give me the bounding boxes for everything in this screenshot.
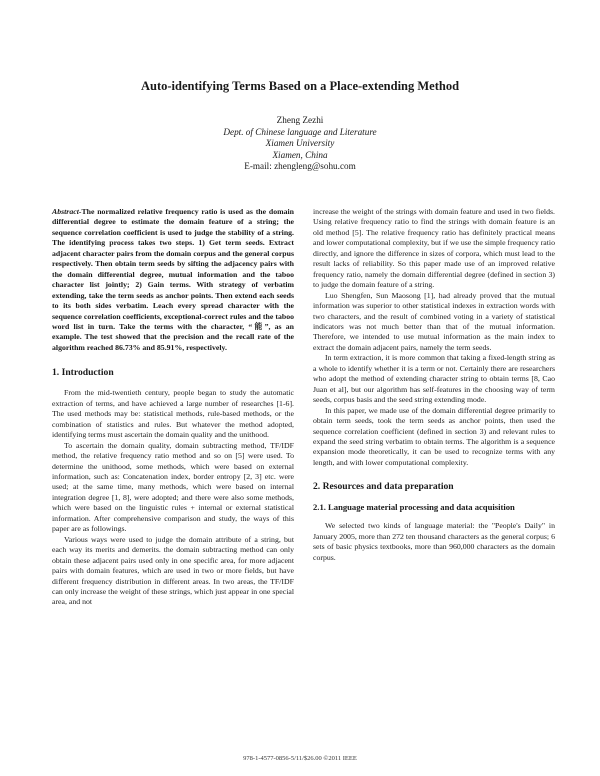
section-2-heading: 2. Resources and data preparation: [313, 481, 454, 493]
intro-paragraph-3: Various ways were used to judge the domain attribute of a string, but each way its merits and demerits. the domain subtracting method can only obtain these adjacent pairs used only in one specific area, for more adjacent pairs with domain features, which are used in two or more fields, but have different frequency distribution in different areas. In two areas, the TF/IDF can only increase the weight of these strings, which just appear in one special area, and not: [52, 534, 294, 607]
intro-paragraph-6: In term extraction, it is more common that taking a fixed-length string as a whole to identify whether it is a term or not. Certainly there are researchers who adopt the method of extending character string to obtain terms [8, Cao Juan et al], but our algorithm has self-features in the choosing way of term seeds, corpus basis and the seed string extending mode.: [313, 353, 555, 405]
right-column: [313, 207, 555, 563]
section-2-1-heading: 2.1. Language material processing and data acquisition: [313, 502, 515, 513]
author-affiliation: Dept. of Chinese language and Literature: [223, 126, 377, 137]
intro-paragraph-5: Luo Shengfen, Sun Maosong [1], had already proved that the mutual information was superior to other statistical indexes in extraction words with two characters, and the result of combined voting in a variety of statistical indicators was not much better than that of the mutual information. Therefore, we intended to use mutual information as the main index to extract the domain adjacent pairs, namely the term seeds.: [313, 290, 555, 352]
left-column: [52, 207, 294, 608]
section-2-1-paragraph: We selected two kinds of language material: the "People's Daily" in January 2005, more than 272 ten thousand characters as the general corpus; 6 sets of basic physics textbooks, more than 960,000 characters as the domain corpus.: [313, 521, 555, 562]
paper-title: Auto-identifying Terms Based on a Place-extending Method: [140, 79, 460, 93]
section-1-heading: 1. Introduction: [52, 367, 114, 379]
copyright-footer: 978-1-4577-0856-5/11/$26.00 ©2011 IEEE: [243, 755, 357, 762]
abstract-lead: Abstract-: [52, 207, 82, 216]
author-location: Xiamen, China: [272, 149, 328, 160]
intro-paragraph-4: increase the weight of the strings with domain feature and used in two fields. Using relative frequency ratio to find the strings with domain feature is an old method [5]. The relative frequency ratio has definitely practical means and lower computational complexity, but if we use the simple frequency ratio directly, and ignore the difference in sizes of corpora, which must lead to the result lacks of reliability. So this paper made use of an improved relative frequency ratio, namely the domain differential degree (defined in section 3) to judge the domain feature of a string.: [313, 207, 555, 290]
author-block: [0, 115, 600, 173]
author-email: E-mail: zhengleng@sohu.com: [244, 161, 356, 172]
abstract: [52, 207, 294, 353]
intro-paragraph-7: In this paper, we made use of the domain differential degree primarily to obtain term seeds, took the term seeds as anchor points, then used the sequence correlation coefficient (defined in section 3) and relevant rules to expand the seed string verbatim to obtain terms. The algorithm is a sequence expansion mode theoretically, it can be used to recognize terms with any length, and with lower computational complexity.: [313, 405, 555, 467]
intro-paragraph-1: From the mid-twentieth century, people began to study the automatic extraction of terms, and have achieved a large number of researches [1-6]. The used methods may be: statistical methods, rule-based methods, or the combination of statistics and rules. But whatever the method adopted, identifying terms must ascertain the domain quality and the unithood.: [52, 388, 294, 440]
abstract-text: The normalized relative frequency ratio is used as the domain differential degree to estimate the domain feature of a string; the sequence correlation coefficient is used to judge the stability of a string. The identifying process takes two steps. 1) Get term seeds. Extract adjacent character pairs from the domain corpus and the general corpus respectively. Then obtain term seeds by sifting the adjacency pairs with the domain differential degree, mutual information and the taboo character list jointly; 2) Gain terms. With strategy of verbatim extending, take the term seeds as anchor points. Then extend each seeds to its both sides verbatim. Leach every spread character with the sequence correlation coefficients, exceptional-correct rules and the taboo word list in turn. Take the terms with the character, “能”, as an example. The test showed that the precision and the recall rate of the algorithm reached 86.73% and 85.91%, respectively.: [52, 207, 294, 352]
author-name: Zheng Zezhi: [276, 115, 324, 125]
intro-paragraph-2: To ascertain the domain quality, domain subtracting method, TF/IDF method, the relative frequency ratio method and so on [5] were used. To determine the unithood, some methods, which were based on external information, such as: Concatenation index, border entropy [2, 3] etc. were used; at the same time, many methods, which were based on internal integration degree [1, 8], were adopted; and there were also some methods, which were based on the linguistic rules + internal or external statistical information. After comprehensive comparison and study, the ways of this paper are as followings.: [52, 440, 294, 534]
author-university: Xiamen University: [265, 138, 335, 149]
